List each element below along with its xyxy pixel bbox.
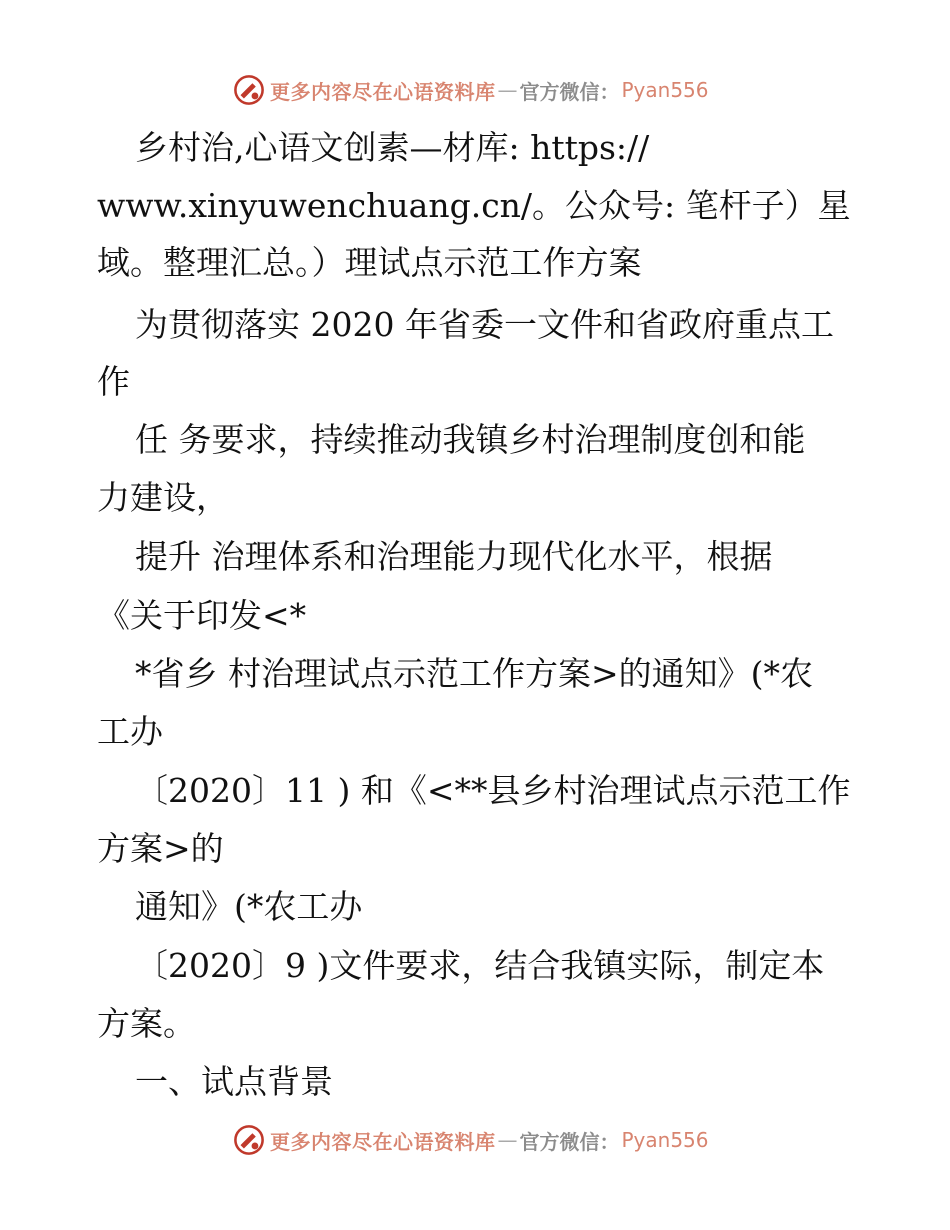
doc-line-9: 《关于印发<* — [97, 596, 307, 635]
doc-line-12: 〔2020〕11 ) 和《<**县乡村治理试点示范工作 — [135, 771, 851, 810]
brand-logo-icon — [232, 1123, 266, 1157]
banner-wechat-label: 官方微信： — [519, 1129, 620, 1154]
doc-line-7: 力建设， — [97, 478, 229, 517]
doc-line-13: 方案>的 — [97, 829, 224, 868]
banner-wechat-label: 官方微信： — [519, 79, 620, 104]
banner-title: 更多内容尽在心语资料库 — [270, 79, 496, 104]
banner-wechat-handle: Pyan556 — [621, 1128, 709, 1152]
doc-line-17: 一、试点背景 — [135, 1062, 333, 1101]
banner-dash: — — [497, 1128, 518, 1152]
doc-line-4: 为贯彻落实 2020 年省委一文件和省政府重点工 — [135, 305, 834, 344]
banner-wechat-handle: Pyan556 — [621, 78, 709, 102]
doc-line-3: 域。整理汇总。）理试点示范工作方案 — [97, 243, 642, 282]
doc-line-5: 作 — [97, 362, 130, 401]
doc-line-11: 工办 — [97, 712, 163, 751]
doc-line-15: 〔2020〕9 )文件要求，结合我镇实际，制定本 — [135, 946, 825, 985]
doc-line-6: 任 务要求，持续推动我镇乡村治理制度创和能 — [135, 420, 806, 459]
footer-banner — [232, 1122, 709, 1158]
doc-line-14: 通知》(*农工办 — [135, 887, 363, 926]
brand-logo-icon — [232, 73, 266, 107]
doc-line-8: 提升 治理体系和治理能力现代化水平，根据 — [135, 537, 773, 576]
doc-line-2: www.xinyuwenchuang.cn/。公众号: 笔杆子）星 — [97, 186, 851, 225]
doc-line-16: 方案。 — [97, 1004, 196, 1043]
doc-line-10: *省乡 村治理试点示范工作方案>的通知》(*农 — [135, 654, 814, 693]
doc-line-1: 乡村治,心语文创素—材库: https:// — [135, 128, 650, 167]
banner-title: 更多内容尽在心语资料库 — [270, 1129, 496, 1154]
header-banner — [232, 72, 709, 108]
banner-dash: — — [497, 78, 518, 102]
